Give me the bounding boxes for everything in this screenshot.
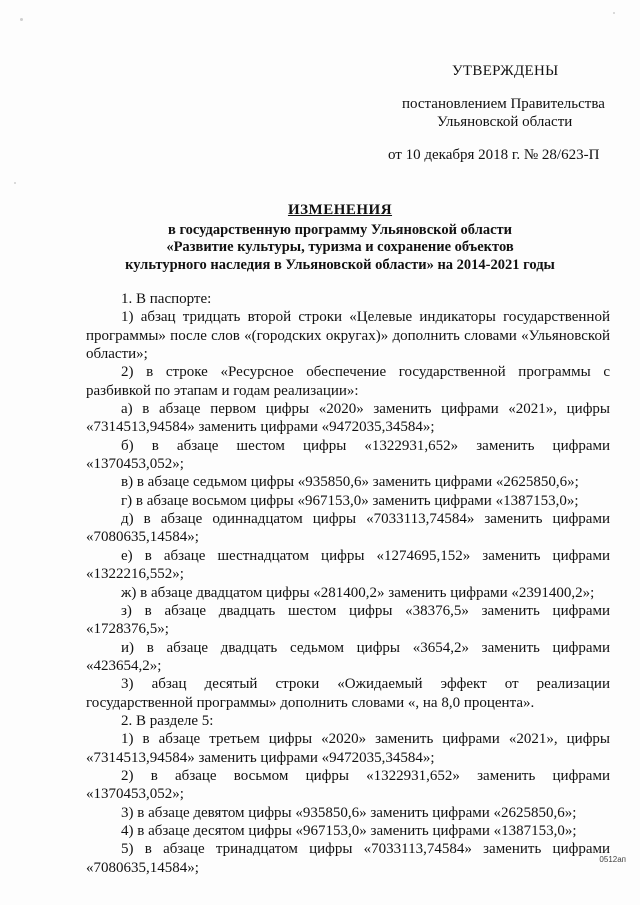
paragraph: 2) в абзаце восьмом цифры «1322931,652» заменить цифрами «1370453,052»; bbox=[86, 767, 610, 803]
paragraph: е) в абзаце шестнадцатом цифры «1274695,152» заменить цифрами «1322216,552»; bbox=[86, 547, 610, 583]
paragraph: в) в абзаце седьмом цифры «935850,6» заменить цифрами «2625850,6»; bbox=[121, 474, 579, 491]
heading-title: ИЗМЕНЕНИЯ bbox=[287, 202, 393, 218]
paragraph: 2. В разделе 5: bbox=[121, 712, 214, 729]
paragraph: ж) в абзаце двадцатом цифры «281400,2» заменить цифрами «2391400,2»; bbox=[121, 584, 595, 601]
paragraph: 3) в абзаце девятом цифры «935850,6» заменить цифрами «2625850,6»; bbox=[121, 804, 577, 821]
document-body bbox=[86, 290, 610, 877]
paragraph: и) в абзаце двадцать седьмом цифры «3654,2» заменить цифрами «423654,2»; bbox=[86, 639, 610, 674]
approval-line-3: от 10 декабря 2018 г. № 28/623-П bbox=[388, 147, 600, 163]
document-heading bbox=[60, 202, 620, 274]
scan-speck bbox=[613, 12, 615, 14]
scan-speck bbox=[14, 182, 16, 184]
approval-line-1: постановлением Правительства bbox=[402, 96, 605, 112]
heading-line-1: в государственную программу Ульяновской области bbox=[167, 221, 512, 238]
document-code: 0512ап bbox=[599, 855, 626, 864]
paragraph: а) в абзаце первом цифры «2020» заменить цифрами «2021», цифры «7314513,94584» заменить цифрами «9472035,34584»; bbox=[86, 401, 610, 436]
paragraph: 2) в строке «Ресурсное обеспечение государственной программы с разбивкой по этапам и годам реализации»: bbox=[86, 364, 610, 399]
approval-line-2: Ульяновской области bbox=[437, 114, 573, 130]
scan-speck bbox=[20, 18, 23, 21]
heading-line-3: культурного наследия в Ульяновской области» на 2014-2021 годы bbox=[125, 256, 555, 273]
paragraph: 5) в абзаце тринадцатом цифры «7033113,74584» заменить цифрами «7080635,14584»; bbox=[86, 841, 610, 876]
paragraph: д) в абзаце одиннадцатом цифры «7033113,74584» заменить цифрами «7080635,14584»; bbox=[86, 511, 610, 546]
paragraph: 1) в абзаце третьем цифры «2020» заменить цифрами «2021», цифры «7314513,94584» заменить цифрами «9472035,34584»; bbox=[86, 731, 610, 766]
paragraph: 3) абзац десятый строки «Ожидаемый эффект от реализации государственной программы» дополнить словами «, на 8,0 процента». bbox=[86, 676, 610, 711]
paragraph: 1. В паспорте: bbox=[121, 291, 212, 307]
approval-title: УТВЕРЖДЕНЫ bbox=[452, 63, 559, 79]
heading-line-2: «Развитие культуры, туризма и сохранение объектов bbox=[166, 239, 514, 255]
paragraph: г) в абзаце восьмом цифры «967153,0» заменить цифрами «1387153,0»; bbox=[121, 492, 579, 509]
paragraph: б) в абзаце шестом цифры «1322931,652» заменить цифрами «1370453,052»; bbox=[86, 437, 610, 473]
paragraph: 1) абзац тридцать второй строки «Целевые индикаторы государственной программы» после слов «(городских округах)» дополнить словами «Ульяновской области»; bbox=[86, 309, 610, 363]
paragraph: з) в абзаце двадцать шестом цифры «38376,5» заменить цифрами «1728376,5»; bbox=[86, 602, 610, 638]
paragraph: 4) в абзаце десятом цифры «967153,0» заменить цифрами «1387153,0»; bbox=[121, 822, 577, 839]
